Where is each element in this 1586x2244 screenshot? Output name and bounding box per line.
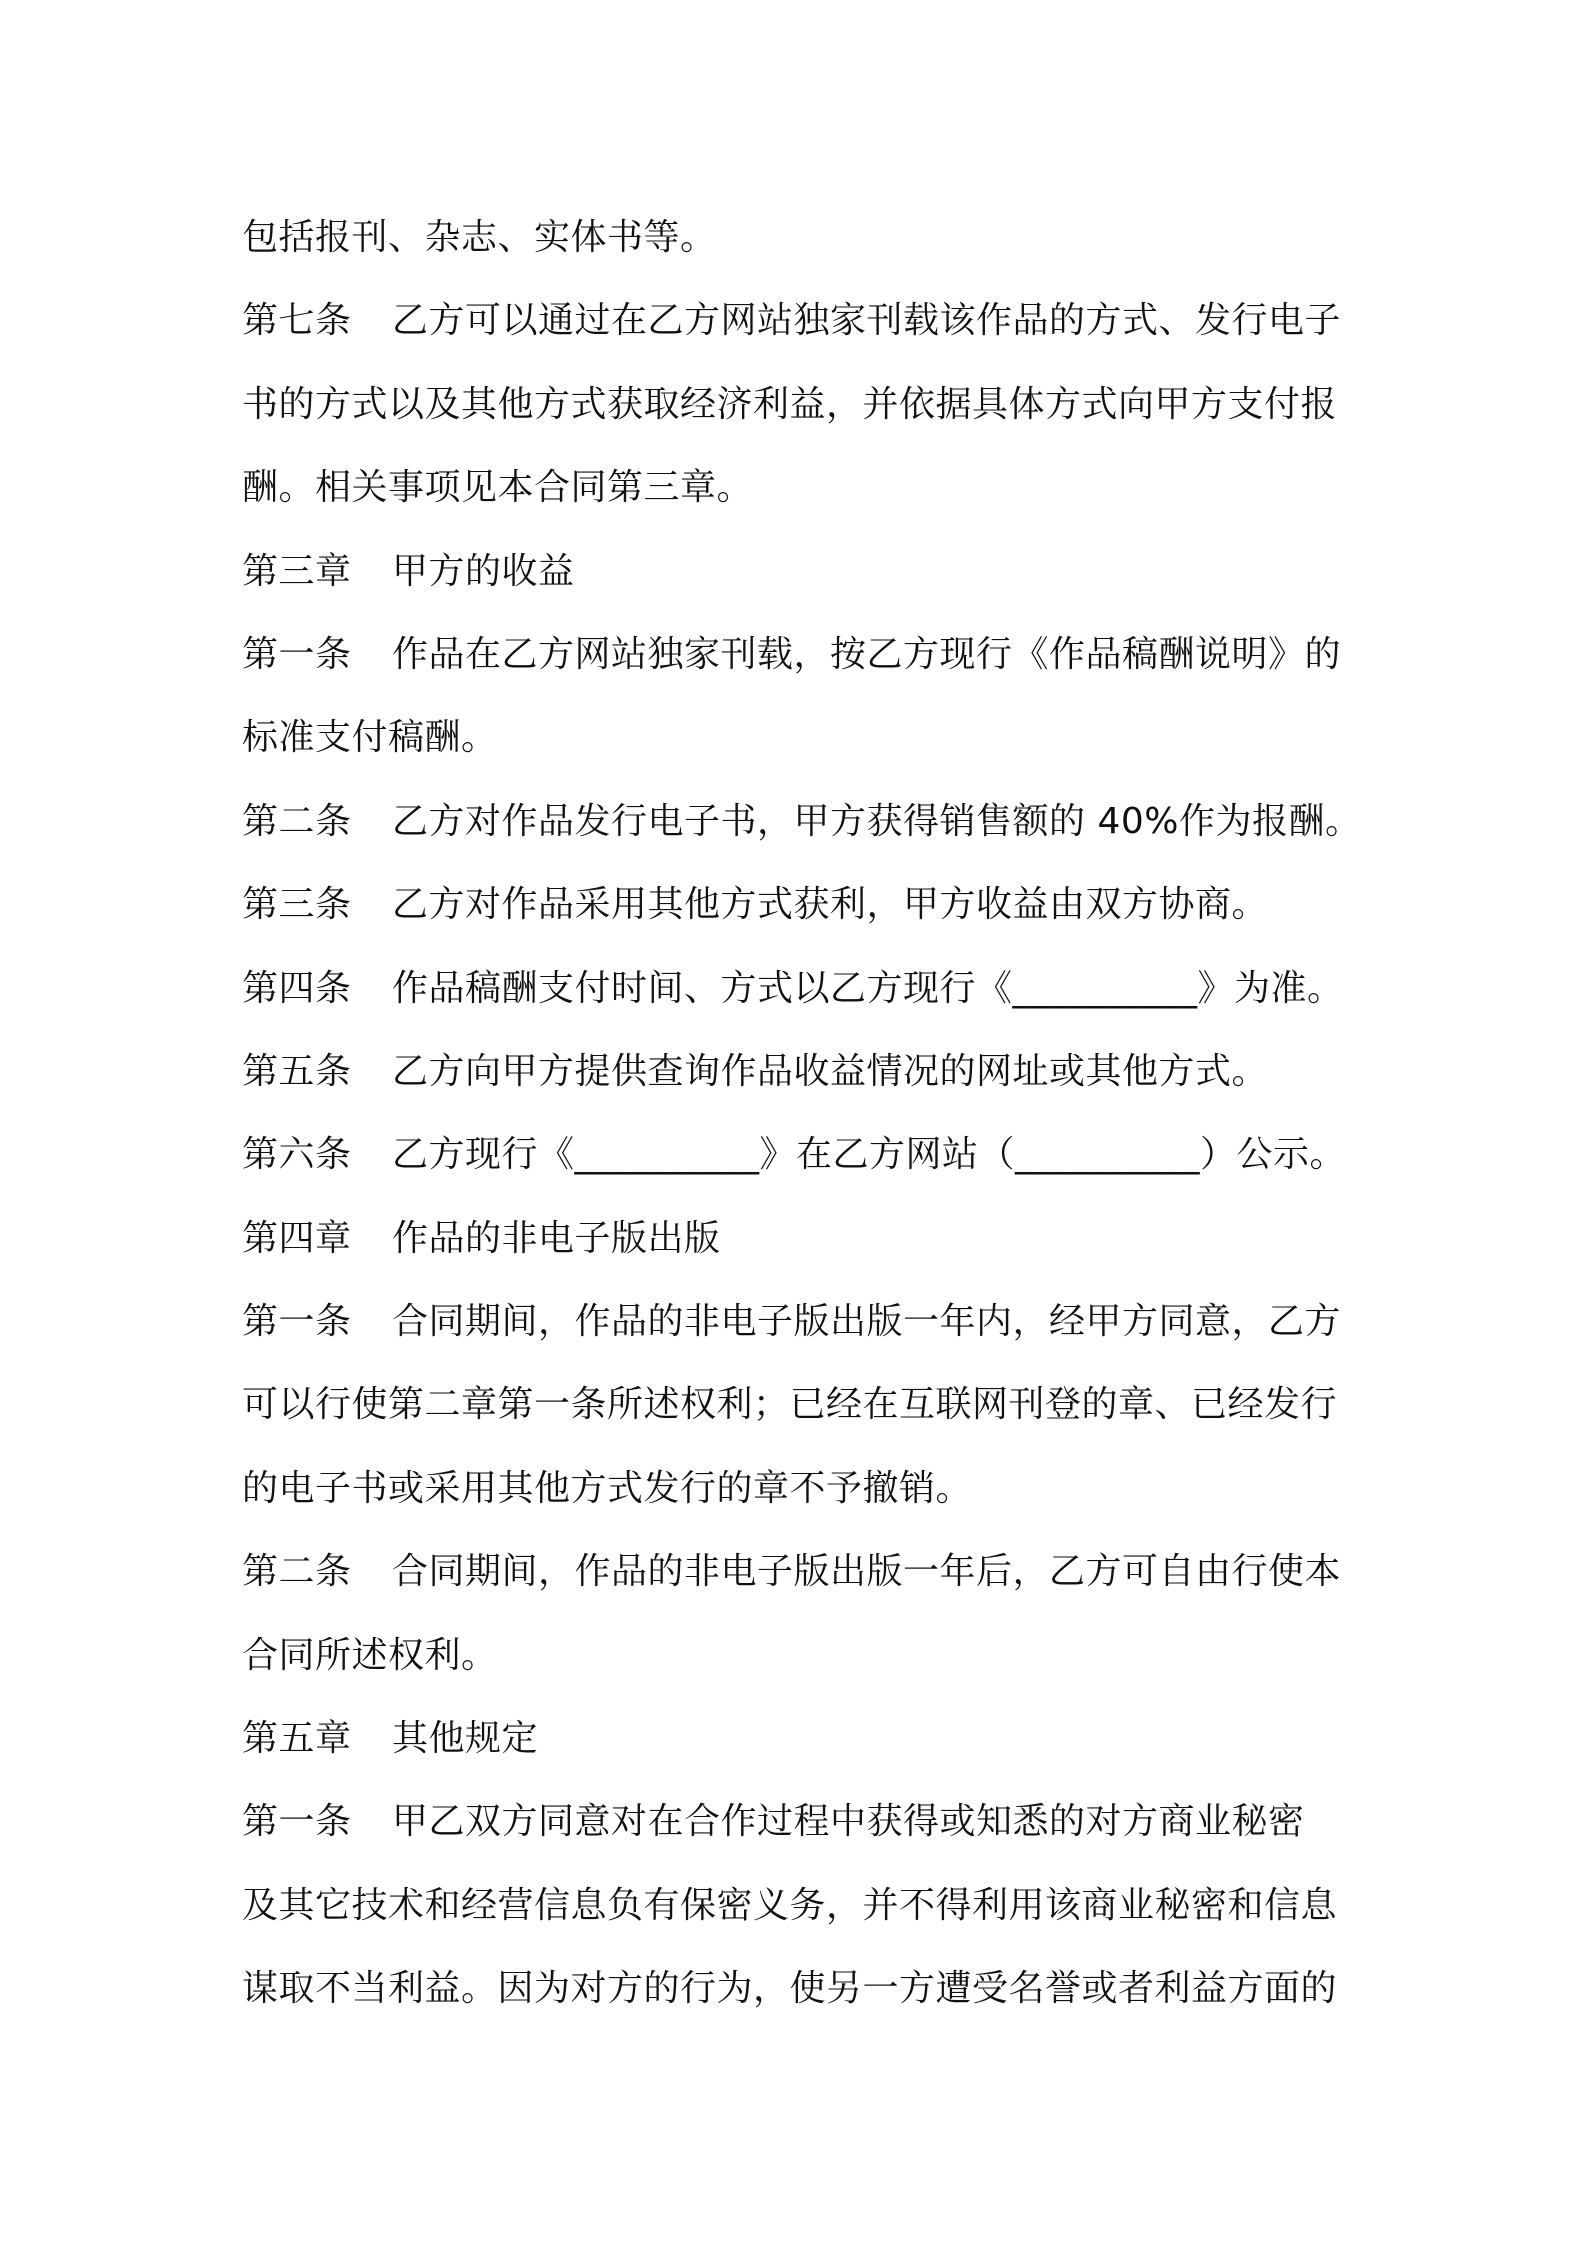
- line-text: 合同期间，作品的非电子版出版一年后，乙方可自由行使本: [392, 1551, 1342, 1593]
- article-label: 第二条: [242, 800, 352, 842]
- chapter-label: 第四章: [242, 1217, 352, 1259]
- text-line: [242, 1280, 1372, 1363]
- article-label: 第七条: [242, 300, 352, 342]
- text-line: [242, 1113, 1372, 1196]
- line-text: 乙方向甲方提供查询作品收益情况的网址或其他方式。: [392, 1050, 1269, 1092]
- chapter-title: 其他规定: [392, 1718, 539, 1760]
- chapter-label: 第三章: [242, 550, 352, 592]
- line-text: 乙方对作品发行电子书，甲方获得销售额的 40%作为报酬。: [392, 800, 1362, 842]
- chapter-heading: [242, 530, 1372, 613]
- line-text: 合同期间，作品的非电子版出版一年内，经甲方同意，乙方: [392, 1301, 1342, 1343]
- line-text: 谋取不当利益。因为对方的行为，使另一方遭受名誉或者利益方面的: [242, 1968, 1338, 2010]
- chapter-heading: [242, 1197, 1372, 1280]
- text-line: [242, 363, 1372, 446]
- line-text: 及其它技术和经营信息负有保密义务，并不得利用该商业秘密和信息: [242, 1884, 1338, 1926]
- article-label: 第一条: [242, 1801, 352, 1843]
- line-text: 包括报刊、杂志、实体书等。: [242, 217, 717, 258]
- text-line: [242, 1363, 1372, 1446]
- text-line: [242, 1530, 1372, 1613]
- line-text: 乙方对作品采用其他方式获利，甲方收益由双方协商。: [392, 884, 1269, 926]
- line-text: 乙方可以通过在乙方网站独家刊载该作品的方式、发行电子: [392, 300, 1342, 342]
- text-line: [242, 863, 1372, 946]
- line-text: 书的方式以及其他方式获取经济利益，并依据具体方式向甲方支付报: [242, 383, 1338, 425]
- text-line: [242, 1614, 1372, 1697]
- line-text: 合同所述权利。: [242, 1634, 498, 1676]
- text-line: [242, 1780, 1372, 1863]
- text-line: [242, 446, 1372, 529]
- line-text: 作品稿酬支付时间、方式以乙方现行《__________》为准。: [392, 967, 1344, 1009]
- article-label: 第六条: [242, 1134, 352, 1176]
- text-line: [242, 696, 1372, 779]
- line-text: 酬。相关事项见本合同第三章。: [242, 467, 754, 509]
- article-label: 第五条: [242, 1050, 352, 1092]
- article-label: 第二条: [242, 1551, 352, 1593]
- chapter-label: 第五章: [242, 1718, 352, 1760]
- text-line: [242, 196, 1372, 279]
- text-line: [242, 1447, 1372, 1530]
- contract-body: [242, 196, 1372, 2031]
- text-line: [242, 1947, 1372, 2030]
- text-line: [242, 947, 1372, 1030]
- line-text: 标准支付稿酬。: [242, 717, 498, 759]
- text-line: [242, 1864, 1372, 1947]
- text-line: [242, 613, 1372, 696]
- chapter-heading: [242, 1697, 1372, 1780]
- article-label: 第一条: [242, 1301, 352, 1343]
- text-line: [242, 780, 1372, 863]
- article-label: 第四条: [242, 967, 352, 1009]
- chapter-title: 甲方的收益: [392, 550, 575, 592]
- line-text: 的电子书或采用其他方式发行的章不予撤销。: [242, 1467, 973, 1509]
- line-text: 作品在乙方网站独家刊载，按乙方现行《作品稿酬说明》的: [392, 633, 1342, 675]
- article-label: 第一条: [242, 633, 352, 675]
- line-text: 可以行使第二章第一条所述权利；已经在互联网刊登的章、已经发行: [242, 1384, 1338, 1426]
- text-line: [242, 279, 1372, 362]
- article-label: 第三条: [242, 884, 352, 926]
- line-text: 乙方现行《__________》在乙方网站（__________）公示。: [392, 1134, 1347, 1176]
- line-text: 甲乙双方同意对在合作过程中获得或知悉的对方商业秘密: [392, 1801, 1305, 1843]
- chapter-title: 作品的非电子版出版: [392, 1217, 721, 1259]
- text-line: [242, 1030, 1372, 1113]
